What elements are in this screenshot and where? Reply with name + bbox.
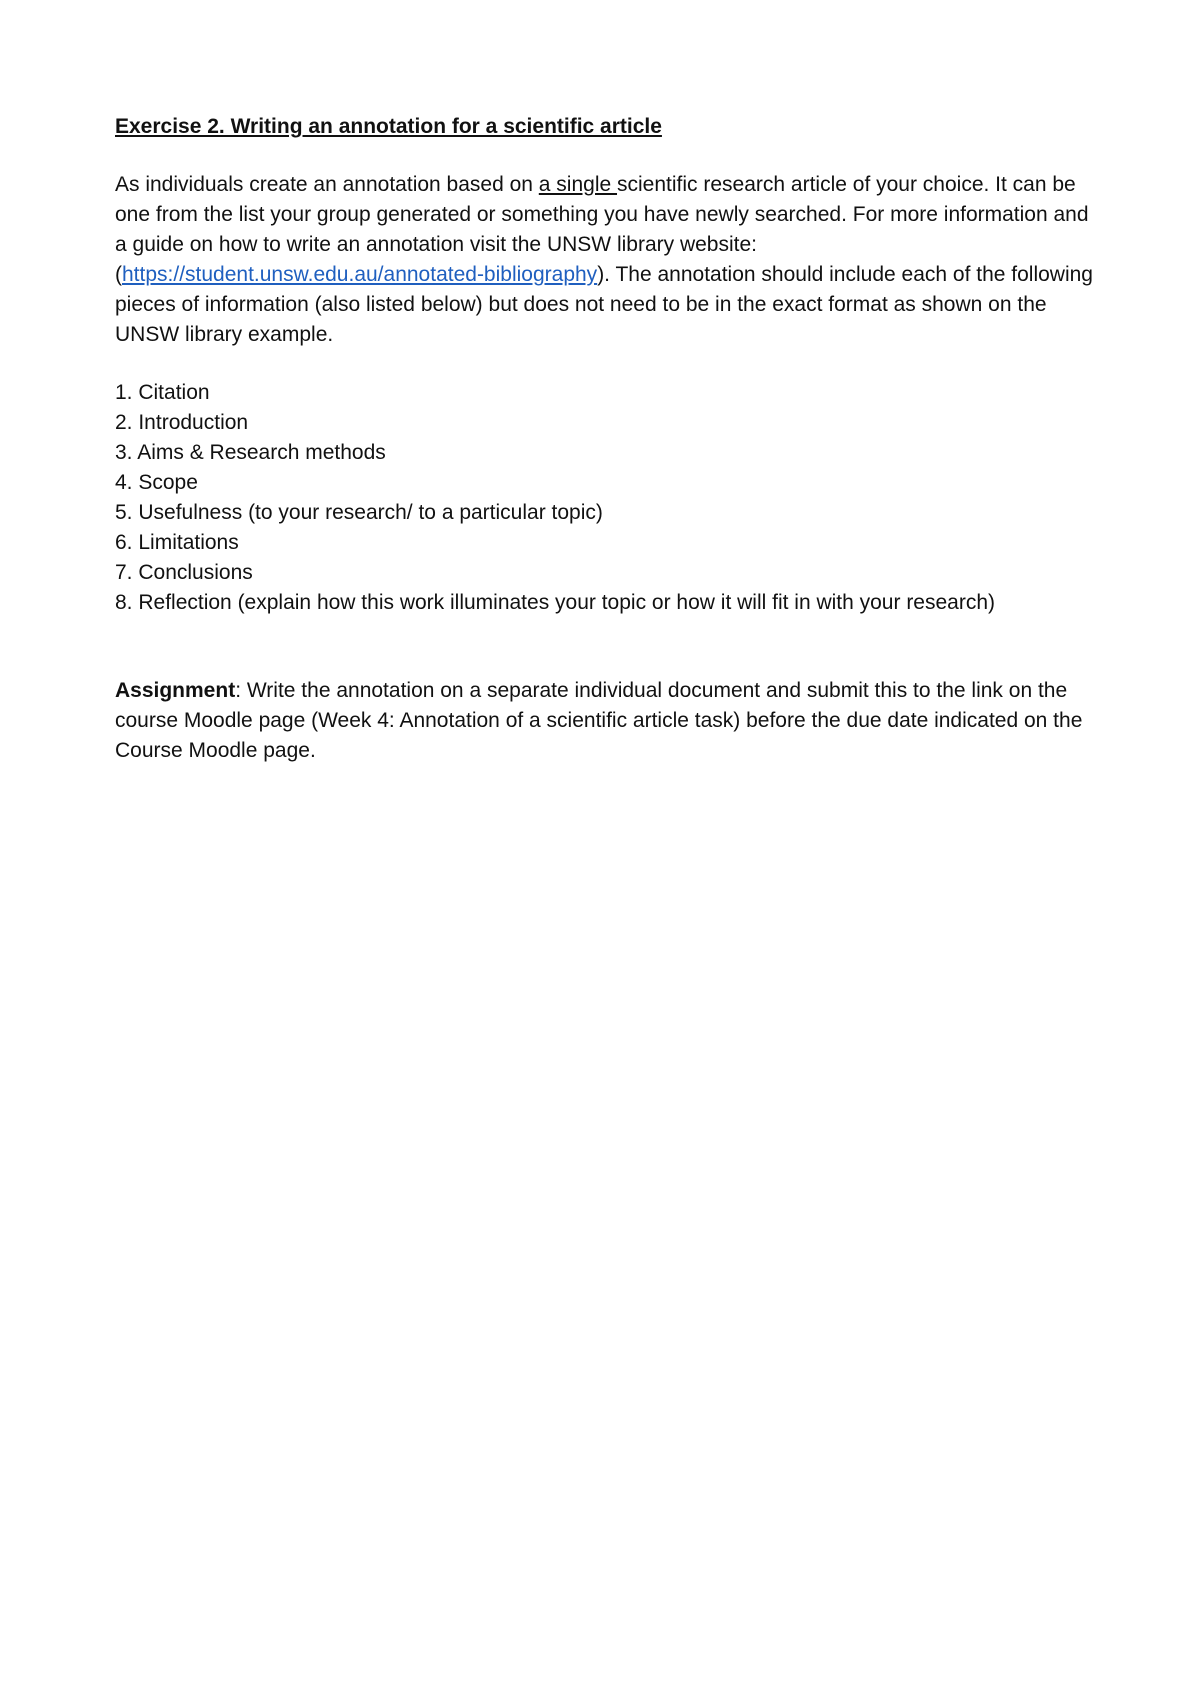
list-item-number: 8. (115, 591, 133, 614)
list-item (115, 408, 1095, 438)
list-item (115, 498, 1095, 528)
intro-paragraph (115, 170, 1095, 350)
list-item-number: 4. (115, 471, 133, 494)
intro-underlined-text: a single (538, 173, 618, 196)
list-item-text: Usefulness (to your research/ to a particular topic) (132, 501, 603, 524)
document-page (115, 112, 1095, 766)
list-item-number: 3. (115, 441, 133, 464)
list-item-text: Introduction (132, 411, 249, 434)
list-item-number: 2. (115, 411, 133, 434)
list-item-text: Scope (132, 471, 198, 494)
unsw-library-link[interactable]: https://student.unsw.edu.au/annotated-bibliography (122, 263, 598, 286)
list-item (115, 528, 1095, 558)
list-item (115, 558, 1095, 588)
list-item-number: 7. (115, 561, 133, 584)
list-item (115, 588, 1095, 618)
list-item-number: 5. (115, 501, 133, 524)
assignment-paragraph (115, 676, 1095, 766)
annotation-items-list (115, 378, 1095, 618)
intro-text-3: ). The annotation should include each of the following pieces of information (also listed below) but does not need to be in the exact format as shown on the UNSW library example. (115, 263, 1093, 346)
list-item (115, 378, 1095, 408)
list-item-text: Reflection (explain how this work illuminates your topic or how it will fit in with your research) (132, 591, 996, 614)
page-title: Exercise 2. Writing an annotation for a scientific article (115, 115, 662, 138)
assignment-text: : Write the annotation on a separate individual document and submit this to the link on the course Moodle page (Week 4: Annotation of a scientific article task) before the due date indicated on the Course Moodle page. (115, 679, 1083, 762)
assignment-label: Assignment (115, 679, 236, 702)
intro-text-1: As individuals create an annotation based on (115, 173, 539, 196)
intro-text-2: scientific research article of your choice. It can be one from the list your group generated or something you have newly searched. For more information and a guide on how to write an annotation visit the UNSW library website: ( (115, 173, 1089, 286)
list-item-text: Citation (132, 381, 210, 404)
list-item-text: Aims & Research methods (132, 441, 386, 464)
list-item-number: 6. (115, 531, 133, 554)
list-item (115, 438, 1095, 468)
list-item-text: Conclusions (132, 561, 253, 584)
list-item-number: 1. (115, 381, 133, 404)
list-item-text: Limitations (132, 531, 239, 554)
list-item (115, 468, 1095, 498)
